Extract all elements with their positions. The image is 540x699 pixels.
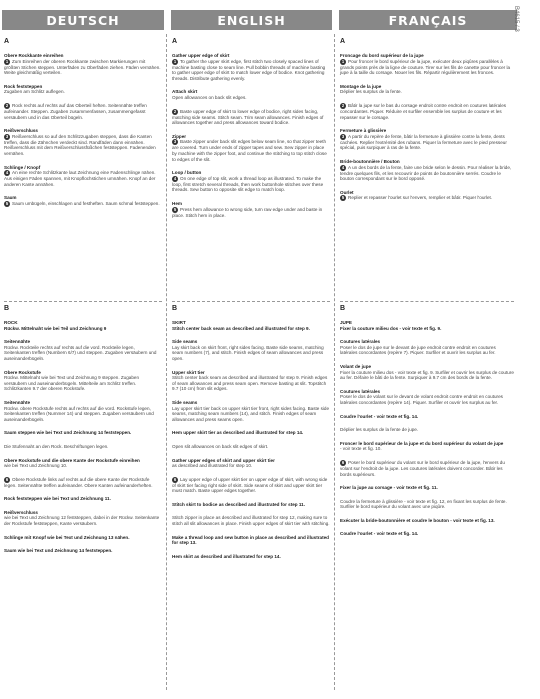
- step-text: [4, 444, 162, 450]
- step-text: [172, 207, 330, 219]
- step-title: Fermeture à glissière: [340, 128, 387, 134]
- step-text: [4, 375, 162, 392]
- step-title: Reißverschluss: [4, 509, 38, 515]
- step-title: Froncer le bord supérieur de la jupe et du bord supérieur du volant de jupe: [340, 440, 504, 446]
- step-title: Ourlet: [340, 189, 354, 195]
- step-text: [340, 370, 514, 381]
- step-text: [340, 165, 514, 182]
- step-text: [172, 515, 330, 526]
- step-title: Coutures latérales: [340, 388, 381, 394]
- step-text-content: Die Stufennaht an den Rock. Beschriftungen legen.: [4, 443, 109, 449]
- instruction-block: [4, 430, 162, 436]
- column-divider: [166, 34, 167, 690]
- step-title: Upper skirt tier: [172, 369, 205, 375]
- step-title: Bride-boutonnière / Bouton: [340, 158, 400, 164]
- step-text: [4, 430, 162, 436]
- step-text: [340, 59, 514, 76]
- step-text: [340, 485, 514, 491]
- instruction-block: [340, 103, 514, 120]
- instruction-block: [4, 195, 162, 207]
- step-text: [4, 548, 162, 554]
- instruction-block: [4, 458, 162, 469]
- step-text: [172, 326, 330, 332]
- step-number-badge: 2: [341, 102, 345, 108]
- step-title: Obere Rockstufe und die obere Kante der Rockstufe einreihen: [4, 457, 140, 463]
- step-title: Gather upper edges of skirt and upper skirt tier: [172, 457, 275, 463]
- step-text-content: - voir texte et fig. 10.: [340, 446, 382, 452]
- step-text: [172, 477, 330, 494]
- step-title: ROCK: [4, 320, 18, 325]
- instruction-block: [172, 134, 330, 162]
- step-text: [172, 444, 330, 450]
- step-number-badge: 5: [341, 195, 345, 201]
- step-text: [4, 345, 162, 362]
- step-text-content: Zugaben am Schlitz auflegen.: [4, 89, 65, 95]
- instruction-block: [340, 53, 514, 76]
- instruction-block: [4, 548, 162, 554]
- header-francais: FRANÇAIS: [339, 10, 517, 30]
- step-text-content: Saum wie bei Text und Zeichnung 14 feststeppen.: [4, 548, 113, 554]
- step-number-badge: 3: [5, 133, 9, 139]
- step-number-badge: 6: [341, 459, 345, 465]
- step-text-content: Rückw. obere Rockstufe rechts auf rechts auf die vord. Rockstufe legen, Seitenkanten treffen (Nummer 14) und steppen. Zugaben versäubern und auseinanderbügeln.: [4, 405, 154, 422]
- step-text-content: A partir du repère de fente, bâtir la fermeture à glissière contre la fente, dents cachées. Replier l'extrémité des rubans. Piquer la fermeture avec le pied presseur spécial, puis surpiquer à ras de la fente.: [340, 133, 507, 151]
- step-text: [4, 59, 162, 76]
- step-text: [172, 535, 330, 546]
- instruction-block: [340, 128, 514, 151]
- instruction-block: [340, 84, 514, 95]
- instruction-block: [4, 510, 162, 527]
- step-title: Loop / button: [172, 170, 202, 176]
- step-number-badge: 4: [5, 170, 9, 176]
- instruction-block: [340, 159, 514, 182]
- step-text-content: Lay upper edge of upper skirt tier on upper edge of skirt, with wrong side of skirt tier facing right side of skirt. Side seams of skirt and upper skirt tier must match. Baste upper edges together.: [172, 476, 328, 494]
- step-text: [340, 195, 514, 201]
- step-text-content: Obere Rockstufe links auf rechts auf die obere Kante der Rockstufe legen. Seitennähte treffen aufeinander. Obere Kanten aufeinanderheften.: [4, 476, 153, 488]
- step-text-content: Bâtir la jupe sur le bas du corsage endroit contre endroit en coutures latérales concordantes. Piquer. Réduire et surfiler ensemble les surplus de couture et les repasser sur le corsage.: [340, 103, 507, 120]
- step-text-content: Open allowances on back slit edges.: [172, 94, 247, 100]
- step-text: [340, 326, 514, 332]
- instruction-block: [340, 460, 514, 477]
- step-text-content: Make a thread loop and sew button in place as described and illustrated for step 13.: [172, 534, 329, 546]
- instruction-block: [172, 477, 330, 494]
- step-text: [172, 345, 330, 362]
- step-text-content: Saum umbügeln, einschlagen und festheften. Saum schmal feststeppen.: [12, 201, 160, 207]
- instruction-block: [340, 364, 514, 381]
- step-title: Hem: [172, 200, 182, 206]
- instruction-block: [340, 427, 514, 433]
- step-title: Obere Rockkante einreihen: [4, 53, 64, 58]
- instruction-block: [172, 444, 330, 450]
- step-text-content: Rückw. Mittelnaht wie bei Teil und Zeichnung 9: [4, 325, 107, 331]
- step-number-badge: 4: [173, 175, 177, 181]
- step-text: [340, 518, 514, 524]
- step-text: [340, 134, 514, 151]
- section-letter: B: [340, 305, 346, 312]
- instruction-block: [172, 320, 330, 331]
- step-title: Seitennähte: [4, 399, 31, 405]
- step-text: [4, 463, 162, 469]
- step-text-content: Coudre l'ourlet - voir texte et fig. 14.: [340, 413, 419, 419]
- instruction-block: [340, 485, 514, 491]
- step-text-content: Coudre la fermeture à glissière - voir texte et fig. 12, en fixant les surplus de fente. Surfiler le bord supérieur du volant avec une piqûre.: [340, 498, 507, 510]
- step-text-content: Pour froncer le bord supérieur de la jupe, exécuter deux piqûres parallèles à grands points près de la ligne de couture. Tirer sur les fils de canette pour froncer la jupe à la taille du corsage. Nouer les fils. Répartir régulièrement les fronces.: [340, 58, 511, 76]
- step-text: [340, 414, 514, 420]
- section-letter: B: [172, 305, 178, 312]
- step-text: [4, 134, 162, 157]
- step-number-badge: 2: [5, 102, 9, 108]
- step-text-content: Press hem allowance to wrong side, turn raw edge under and baste in place. Stitch hem in place.: [172, 206, 323, 218]
- instruction-block: [172, 339, 330, 361]
- instruction-block: [4, 103, 162, 120]
- step-text: [4, 326, 162, 332]
- instruction-block: [340, 499, 514, 510]
- step-title: Zipper: [172, 133, 187, 139]
- step-text-content: Saum steppen wie bei Text und Zeichnung 14 feststeppen.: [4, 430, 132, 436]
- step-text-content: Fixer la couture milieu dos - voir texte et fig. 9. Surfiler et ouvrir les surplus de couture au fer. Défaire le bâti de la fente. Surpiquer à 9.7 cm des bords de la fente.: [340, 369, 514, 381]
- instruction-block: [4, 496, 162, 502]
- instruction-block: [172, 201, 330, 218]
- step-text-content: Exécuter la bride-boutonnière et coudre le bouton - voir texte et fig. 13.: [340, 517, 495, 523]
- instruction-block: [172, 89, 330, 100]
- page-code: B4615 / 3: [513, 6, 519, 32]
- step-text-content: A un des bords de la fente, faire une bride selon le dessin. Pour réaliser la bride, tendre quelques fils, et les recouvrir de points de boutonnière serrés. Coudre le bouton correspondant sur le bord opposé.: [340, 164, 512, 182]
- section-letter: A: [340, 38, 346, 45]
- step-number-badge: 6: [173, 476, 177, 482]
- step-text-content: Stitch center back seam as described and illustrated for step 9.: [172, 325, 310, 331]
- step-text-content: Déplier les surplus de la fente de jupe.: [340, 427, 419, 433]
- step-title: Coutures latérales: [340, 339, 381, 345]
- step-number-badge: 3: [173, 139, 177, 145]
- step-title: Seitennähte: [4, 339, 31, 345]
- step-text-content: Poser le dos de volant sur le devant de volant endroit contre endroit en coutures latérales concordantes (repère 14). Piquer. Surfiler et ouvrir les surplus au fer.: [340, 394, 503, 405]
- instruction-block: [172, 109, 330, 126]
- step-text-content: Fixer la couture milieu dos - voir texte et fig. 9.: [340, 325, 442, 331]
- step-text: [172, 430, 330, 436]
- instruction-block: [172, 554, 330, 560]
- step-title: Side seams: [172, 399, 198, 405]
- instruction-block: [340, 441, 514, 452]
- step-text: [340, 103, 514, 120]
- step-text-content: Lay skirt back on skirt front, right sides facing. Baste side seams, matching seam numbers (7), and stitch. Finish edges of seam allowances and press open.: [172, 344, 324, 361]
- step-text: [172, 139, 330, 162]
- instruction-block: [4, 128, 162, 156]
- step-number-badge: 2: [173, 108, 177, 114]
- instruction-block: [340, 531, 514, 537]
- step-text: [4, 170, 162, 187]
- instruction-block: [172, 53, 330, 81]
- step-text-content: Stitch zipper in place as described and illustrated for step 12, making sure to stitch all slit allowances in place. Finish upper edges of skirt tier with stitching.: [172, 515, 330, 527]
- step-title: Attach skirt: [172, 89, 198, 95]
- step-title: Saum: [4, 195, 17, 201]
- instruction-block: [172, 535, 330, 546]
- instruction-block: [340, 339, 514, 356]
- step-text: [172, 109, 330, 126]
- instruction-block: [172, 370, 330, 392]
- step-text: [4, 406, 162, 423]
- instruction-block: [4, 84, 162, 95]
- section-letter: A: [172, 38, 178, 45]
- step-text: [340, 89, 514, 95]
- step-text: [4, 89, 162, 95]
- step-text-content: To gather the upper skirt edge, first stitch two closely spaced lines of machine basting close to seam line. Pull bobbin threads of machine basting to gather upper edge of skirt to match lower edge of bodice. Knot gathering threads. Distribute gathering evenly.: [172, 58, 326, 81]
- step-text-content: An eine rechte Schlitzkante laut Zeichnung eine Fadenschlinge nähen. Aus einigen Fäden spannen, mit Knopflochstichen umnähen. Knopf an der anderen Kante annähen.: [4, 170, 156, 187]
- step-text-content: Baste zipper under back slit edges below seam line, so that zipper teeth are covered. Turn under ends of zipper tapes and sew. Sew zipper in place by machine with the zipper foot, and continue the stitching to top stitch close to edges of the slit.: [172, 139, 327, 162]
- step-text-content: Stitch center back seam as described and illustrated for step 9. Finish edges of seam allowances and press seam open. Remove basting at slit. Topstitch 9.7 (10 cm) from slit edges.: [172, 375, 328, 392]
- step-text: [4, 201, 162, 207]
- instruction-block: [172, 170, 330, 193]
- instruction-block: [340, 190, 514, 202]
- step-text-content: Open slit allowances on back slit edges of skirt.: [172, 443, 269, 449]
- step-text: [172, 502, 330, 508]
- instruction-block: [4, 370, 162, 392]
- step-text: [340, 460, 514, 477]
- instruction-block: [4, 400, 162, 422]
- step-number-badge: 1: [5, 58, 9, 64]
- section-letter: A: [4, 38, 10, 45]
- step-text: [340, 499, 514, 510]
- instruction-block: [340, 389, 514, 406]
- step-text: [4, 496, 162, 502]
- section-a: [4, 38, 162, 207]
- step-title: Reißverschluss: [4, 128, 38, 134]
- step-text: [4, 103, 162, 120]
- section-letter: B: [4, 305, 10, 312]
- step-text: [172, 95, 330, 101]
- step-text-content: Reißverschluss so auf den Schlitzzugaben steppen, dass die Kanten treffen, dass die Zähnchen verdeckt sind. Randfäden dann einnähen. Reißverschluss mit dem Reißverschlussfüßchen feststeppen. Fadenenden vernähen.: [4, 133, 156, 156]
- step-number-badge: 4: [341, 164, 345, 170]
- instruction-block: [172, 458, 330, 469]
- step-title: Volant de jupe: [340, 363, 372, 369]
- instruction-block: [340, 518, 514, 524]
- step-text: [172, 406, 330, 423]
- header-english: ENGLISH: [171, 10, 332, 30]
- step-text: [172, 375, 330, 392]
- step-text-content: Fixer la jupe au corsage - voir texte et fig. 11.: [340, 485, 438, 491]
- step-number-badge: 3: [341, 133, 345, 139]
- instruction-block: [172, 400, 330, 422]
- step-text: [172, 554, 330, 560]
- step-number-badge: 1: [173, 58, 177, 64]
- step-text-content: Rückw. Mittelnaht wie bei Text und Zeichnung 9 steppen. Zugaben versäubern und auseinanderbügeln. Mittelteile am Schlitz treffen. Schlitzkanten 9.7 der oberen Rockstufe.: [4, 375, 140, 392]
- step-text: [340, 345, 514, 356]
- section-b: [340, 301, 514, 537]
- step-text-content: Baste upper edge of skirt to lower edge of bodice, right sides facing, matching side seams. Stitch seam. Trim seam allowances. Finish edges of allowances together and press allowances toward bodice.: [172, 108, 324, 126]
- step-text-content: Schlinge mit Knopf wie bei Text und Zeichnung 13 nähen.: [4, 534, 130, 540]
- instruction-block: [4, 444, 162, 450]
- step-text-content: Lay upper skirt tier back on upper skirt tier front, right sides facing. Baste side seams, matching seam numbers (14), and stitch. Finish edges of seam allowances and press seams open.: [172, 405, 330, 422]
- step-text-content: Déplier les surplus de la fente.: [340, 89, 402, 95]
- instruction-block: [340, 414, 514, 420]
- instruction-block: [4, 477, 162, 489]
- step-text-content: as described and illustrated for step 10.: [172, 463, 253, 469]
- instruction-block: [340, 320, 514, 331]
- step-text: [172, 59, 330, 82]
- section-a: [172, 38, 330, 218]
- step-text-content: Poser le dos de jupe sur le devant de jupe endroit contre endroit en coutures latérales concordantes (repère 7). Piquer. Surfiler et ouvrir les surplus au fer.: [340, 344, 496, 356]
- section-b: [172, 301, 330, 559]
- step-number-badge: 1: [341, 58, 345, 64]
- instruction-block: [4, 339, 162, 361]
- step-title: Schlinge / Knopf: [4, 164, 41, 170]
- instruction-block: [172, 515, 330, 526]
- step-text-content: On one edge of top slit, work a thread loop as illustrated. To make the loop, first stretch several threads, then work buttonhole stitches over these threads. Sew button to opposite slit edge to match loop.: [172, 175, 324, 193]
- step-text-content: Poser le bord supérieur du volant sur le bord supérieur de la jupe, l'envers du volant sur l'endroit de la jupe. Les coutures latérales doivent concorder. Bâtir les bords supérieurs.: [340, 460, 505, 477]
- step-title: Gather upper edge of skirt: [172, 53, 230, 58]
- instruction-block: [4, 165, 162, 188]
- instruction-block: [4, 53, 162, 76]
- step-title: Rock feststeppen: [4, 83, 43, 89]
- step-text: [4, 535, 162, 541]
- instruction-block: [4, 535, 162, 541]
- step-title: Froncage du bord supérieur de la jupe: [340, 53, 424, 58]
- header-deutsch: DEUTSCH: [2, 10, 164, 30]
- step-text-content: Zum Einreihen der oberen Rockkante zwischen Markierungen mit größten Stichen steppen. Unterfäden zu Oberfäden ziehen. Fäden vernähen. Weite gleichmäßig verteilen.: [4, 58, 161, 76]
- instruction-block: [172, 502, 330, 508]
- step-text: [340, 531, 514, 537]
- step-text: [172, 176, 330, 193]
- step-text-content: Coudre l'ourlet - voir texte et fig. 14.: [340, 531, 419, 537]
- step-number-badge: 6: [5, 476, 9, 482]
- step-text: [340, 394, 514, 405]
- step-title: Side seams: [172, 339, 198, 345]
- step-text-content: wie bei Text und Zeichnung 12 feststeppen, dabei in der Rückw. Seitenkante der Rockstufe feststeppen, Kante versäubern.: [4, 515, 160, 527]
- instruction-block: [4, 320, 162, 331]
- step-text-content: wie bei Text und Zeichnung 10.: [4, 463, 68, 469]
- step-title: Obere Rockstufe: [4, 369, 41, 375]
- column-divider: [334, 34, 335, 690]
- step-text-content: Rock rechts auf rechts auf das Oberteil heften. Seitennähte treffen aufeinander. Steppen. Zugaben zusammenfassen, zusammengefasst versäubern und in das Oberteil bügeln.: [4, 103, 147, 120]
- step-text: [4, 515, 162, 526]
- step-text-content: Hem upper skirt tier as described and illustrated for step 14.: [172, 430, 304, 436]
- instruction-block: [172, 430, 330, 436]
- step-number-badge: 5: [173, 206, 177, 212]
- step-text-content: Hem skirt as described and illustrated for step 14.: [172, 553, 281, 559]
- step-text: [172, 463, 330, 469]
- step-text: [340, 446, 514, 452]
- step-title: JUPE: [340, 320, 353, 325]
- step-title: SKIRT: [172, 320, 186, 325]
- step-text-content: Replier et repasser l'ourlet sur l'envers, remplier et bâtir. Piquer l'ourlet.: [348, 195, 493, 201]
- section-b: [4, 301, 162, 554]
- step-text-content: Rock feststeppen wie bei Text und Zeichnung 11.: [4, 496, 111, 502]
- step-title: Montage de la jupe: [340, 83, 382, 89]
- step-text: [4, 477, 162, 489]
- step-text: [340, 427, 514, 433]
- step-text-content: Stitch skirt to bodice as described and illustrated for step 11.: [172, 501, 305, 507]
- section-a: [340, 38, 514, 201]
- step-number-badge: 5: [5, 200, 9, 206]
- step-text-content: Rückw. Rockteile rechts auf rechts auf die vord. Rockteile legen, Seitenkanten treffen (Numbern 6/7) und steppen. Zugaben versäubern und auseinanderbügeln.: [4, 344, 157, 361]
